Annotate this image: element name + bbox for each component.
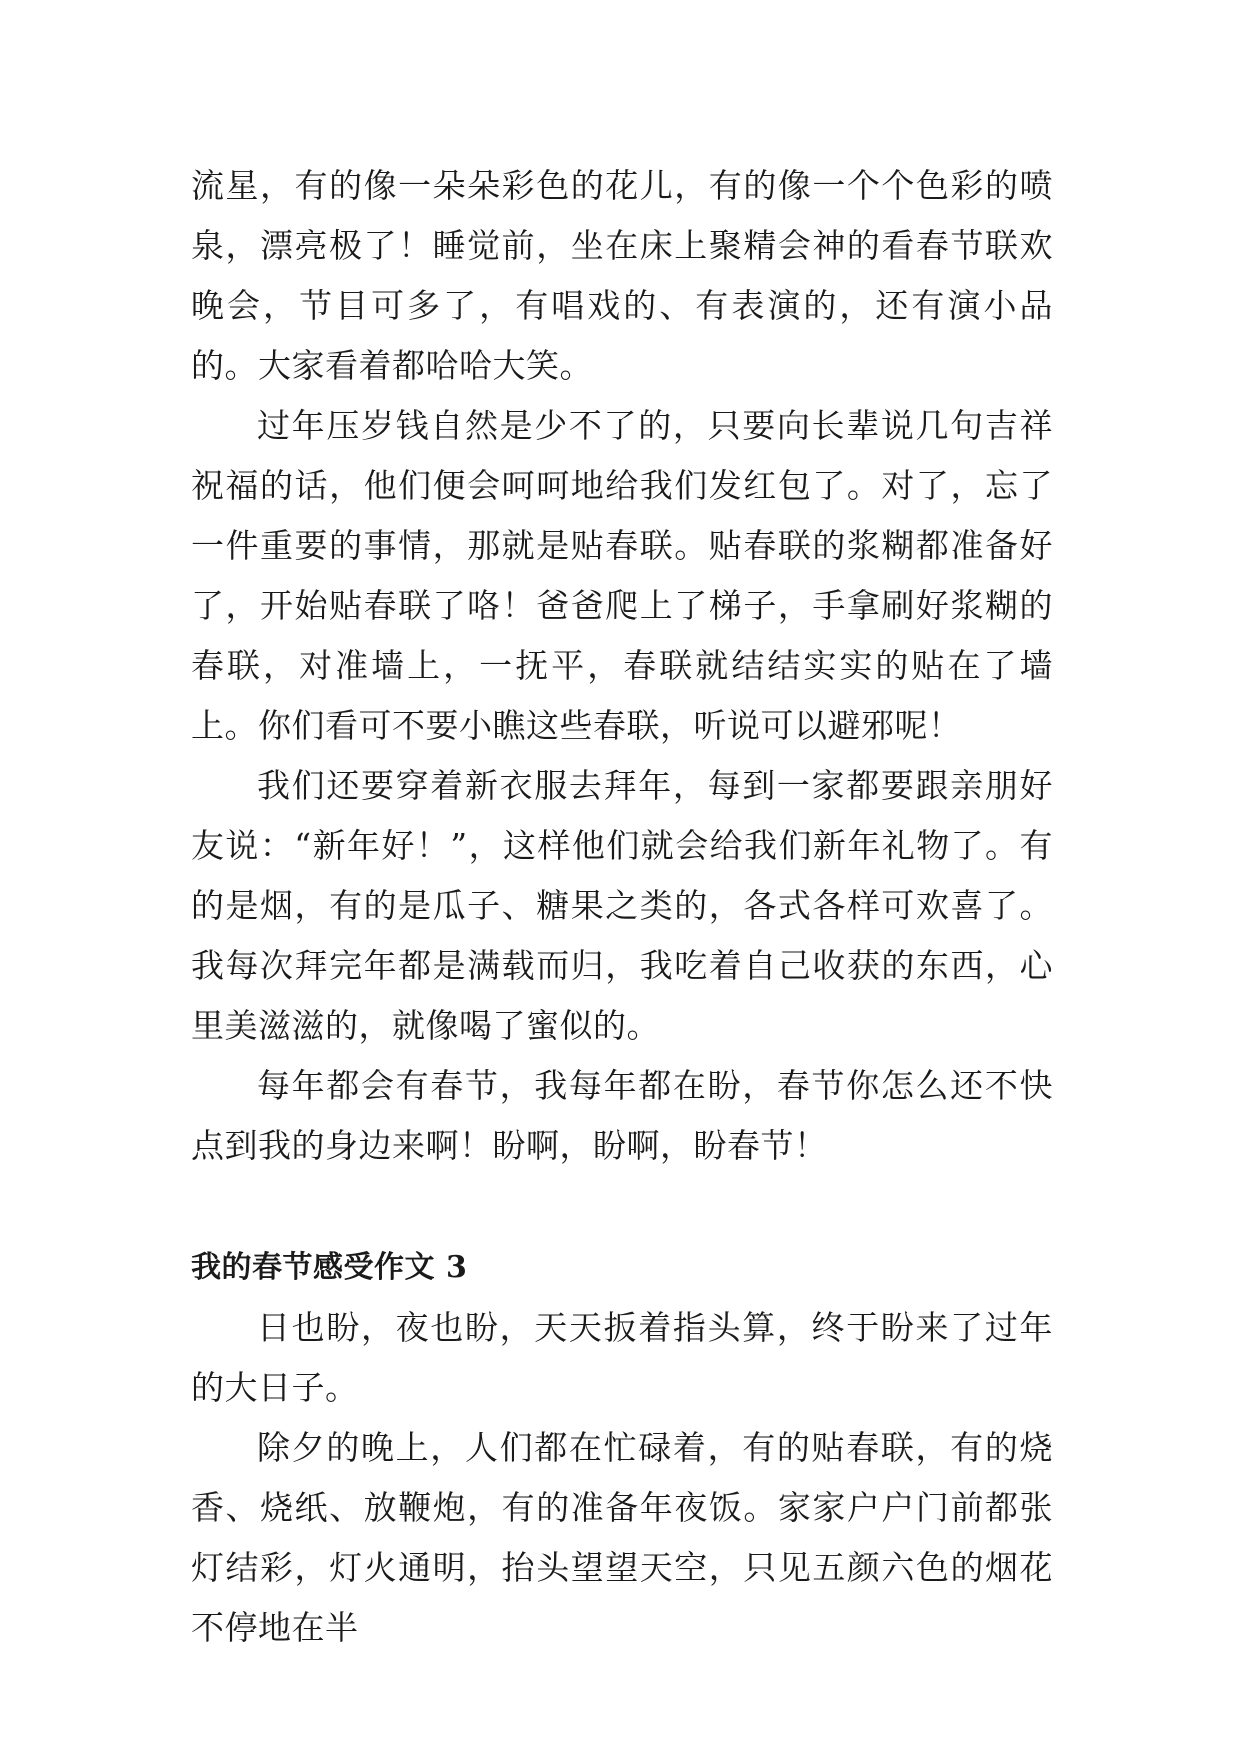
paragraph-longing: 每年都会有春节，我每年都在盼，春节你怎么还不快点到我的身边来啊！盼啊，盼啊，盼春节！ <box>191 1066 1053 1165</box>
paragraph-fireworks: 流星，有的像一朵朵彩色的花儿，有的像一个个色彩的喷泉，漂亮极了！睡觉前，坐在床上聚精会神的看春节联欢晚会，节目可多了，有唱戏的、有表演的，还有演小品的。大家看着都哈哈大笑。 <box>191 166 1053 385</box>
paragraph-new-year-visits: 我们还要穿着新衣服去拜年，每到一家都要跟亲朋好友说：“新年好！”，这样他们就会给我们新年礼物了。有的是烟，有的是瓜子、糖果之类的，各式各样可欢喜了。我每次拜完年都是满载而归，我吃着自己收获的东西，心里美滋滋的，就像喝了蜜似的。 <box>191 766 1053 1045</box>
paragraph-waiting: 日也盼，夜也盼，天天扳着指头算，终于盼来了过年的大日子。 <box>191 1308 1053 1407</box>
document-body <box>191 156 1053 1658</box>
paragraph-new-years-eve: 除夕的晚上，人们都在忙碌着，有的贴春联，有的烧香、烧纸、放鞭炮，有的准备年夜饭。家家户户门前都张灯结彩，灯火通明，抬头望望天空，只见五颜六色的烟花不停地在半 <box>191 1428 1053 1647</box>
section-heading: 我的春节感受作文 3 <box>191 1250 468 1285</box>
paragraph-red-envelopes: 过年压岁钱自然是少不了的，只要向长辈说几句吉祥祝福的话，他们便会呵呵地给我们发红包了。对了，忘了一件重要的事情，那就是贴春联。贴春联的浆糊都准备好了，开始贴春联了咯！爸爸爬上了梯子，手拿刷好浆糊的春联，对准墙上，一抚平，春联就结结实实的贴在了墙上。你们看可不要小瞧这些春联，听说可以避邪呢！ <box>191 406 1053 745</box>
